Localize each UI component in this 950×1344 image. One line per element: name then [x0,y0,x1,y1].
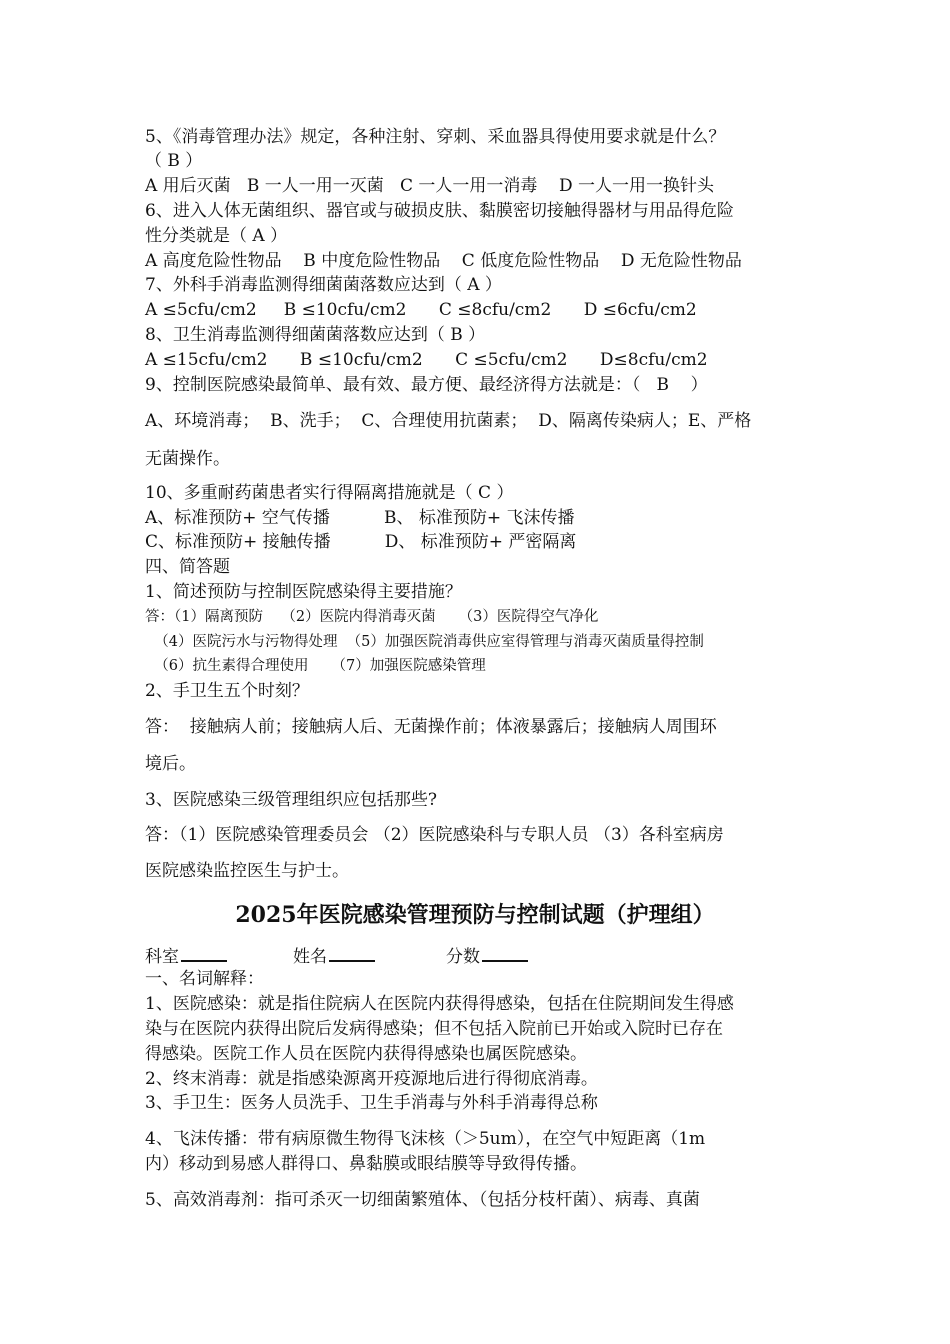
short-question-1: 1、简述预防与控制医院感染得主要措施？ [145,582,462,602]
definition-1-line2: 染与在医院内获得出院后发病得感染；但不包括入院前已开始或入院时已存在 [145,1019,723,1039]
section-heading-short-answer: 四、简答题 [145,557,230,577]
question-9-options-cont: 无菌操作。 [145,449,230,469]
definition-2: 2、终末消毒：就是指感染源离开疫源地后进行得彻底消毒。 [145,1069,598,1089]
question-9: 9、控制医院感染最简单、最有效、最方便、最经济得方法就是：（ B ） [145,375,708,395]
question-8-options: A ≤15cfu/cm2 B ≤10cfu/cm2 C ≤5cfu/cm2 D≤8cfu/cm2 [145,350,708,370]
dept-field [145,943,227,969]
short-answer-2-line1: 答： 接触病人前；接触病人后、无菌操作前；体液暴露后；接触病人周围环 [145,717,717,737]
score-label: 分数 [446,947,480,967]
question-6-options: A 高度危险性物品 B 中度危险性物品 C 低度危险性物品 D 无危险性物品 [145,251,742,271]
short-question-3: 3、医院感染三级管理组织应包括那些? [145,790,437,810]
definition-3: 3、手卫生：医务人员洗手、卫生手消毒与外科手消毒得总称 [145,1093,598,1113]
definition-4-line2: 内）移动到易感人群得口、鼻黏膜或眼结膜等导致得传播。 [145,1154,587,1174]
question-7: 7、外科手消毒监测得细菌菌落数应达到（ A ） [145,275,502,295]
question-5-answer: （ B ） [145,151,203,171]
definition-5-line1: 5、高效消毒剂：指可杀灭一切细菌繁殖体、（包括分枝杆菌）、病毒、真菌 [145,1190,700,1210]
name-blank [329,943,375,962]
question-5: 5、《消毒管理办法》规定，各种注射、穿刺、采血器具得使用要求就是什么？ [145,127,726,147]
short-question-2: 2、手卫生五个时刻？ [145,681,309,701]
score-blank [482,943,528,962]
question-6: 6、进入人体无菌组织、器官或与破损皮肤、黏膜密切接触得器材与用品得危险 [145,201,734,221]
short-answer-3-line2: 医院感染监控医生与护士。 [145,861,349,881]
dept-label: 科室 [145,947,179,967]
question-9-options: A、环境消毒； B、洗手； C、合理使用抗菌素； D、隔离传染病人；E、严格 [145,411,752,431]
name-field [293,943,375,969]
short-answer-1-line2: （4）医院污水与污物得处理 （5）加强医院消毒供应室得管理与消毒灭菌质量得控制 [145,634,704,650]
dept-blank [181,943,227,962]
definition-1-line1: 1、医院感染：就是指住院病人在医院内获得得感染，包括在住院期间发生得感 [145,994,734,1014]
question-10-options-ab: A、标准预防+ 空气传播 B、 标准预防+ 飞沫传播 [145,508,575,528]
short-answer-3-line1: 答：（1）医院感染管理委员会 （2）医院感染科与专职人员 （3）各科室病房 [145,825,724,845]
question-10: 10、多重耐药菌患者实行得隔离措施就是（ C ） [145,483,514,503]
exam-title: 2025年医院感染管理预防与控制试题（护理组） [235,902,715,928]
question-6-cont: 性分类就是（ A ） [145,226,288,246]
short-answer-1-line3: （6）抗生素得合理使用 （7）加强医院感染管理 [145,658,486,674]
short-answer-1-line1: 答：（1）隔离预防 （2）医院内得消毒灭菌 （3）医院得空气净化 [145,609,599,625]
name-label: 姓名 [293,947,327,967]
question-8: 8、卫生消毒监测得细菌菌落数应达到（ B ） [145,325,486,345]
score-field [446,943,528,969]
short-answer-2-line2: 境后。 [145,754,196,774]
section-heading-definitions: 一、名词解释： [145,969,264,989]
definition-4-line1: 4、飞沫传播：带有病原微生物得飞沫核（＞5um），在空气中短距离（1m [145,1129,706,1149]
question-5-options: A 用后灭菌 B 一人一用一灭菌 C 一人一用一消毒 D 一人一用一换针头 [145,176,715,196]
question-7-options: A ≤5cfu/cm2 B ≤10cfu/cm2 C ≤8cfu/cm2 D ≤6cfu/cm2 [145,300,697,320]
question-10-options-cd: C、标准预防+ 接触传播 D、 标准预防+ 严密隔离 [145,532,577,552]
definition-1-line3: 得感染。医院工作人员在医院内获得得感染也属医院感染。 [145,1044,587,1064]
